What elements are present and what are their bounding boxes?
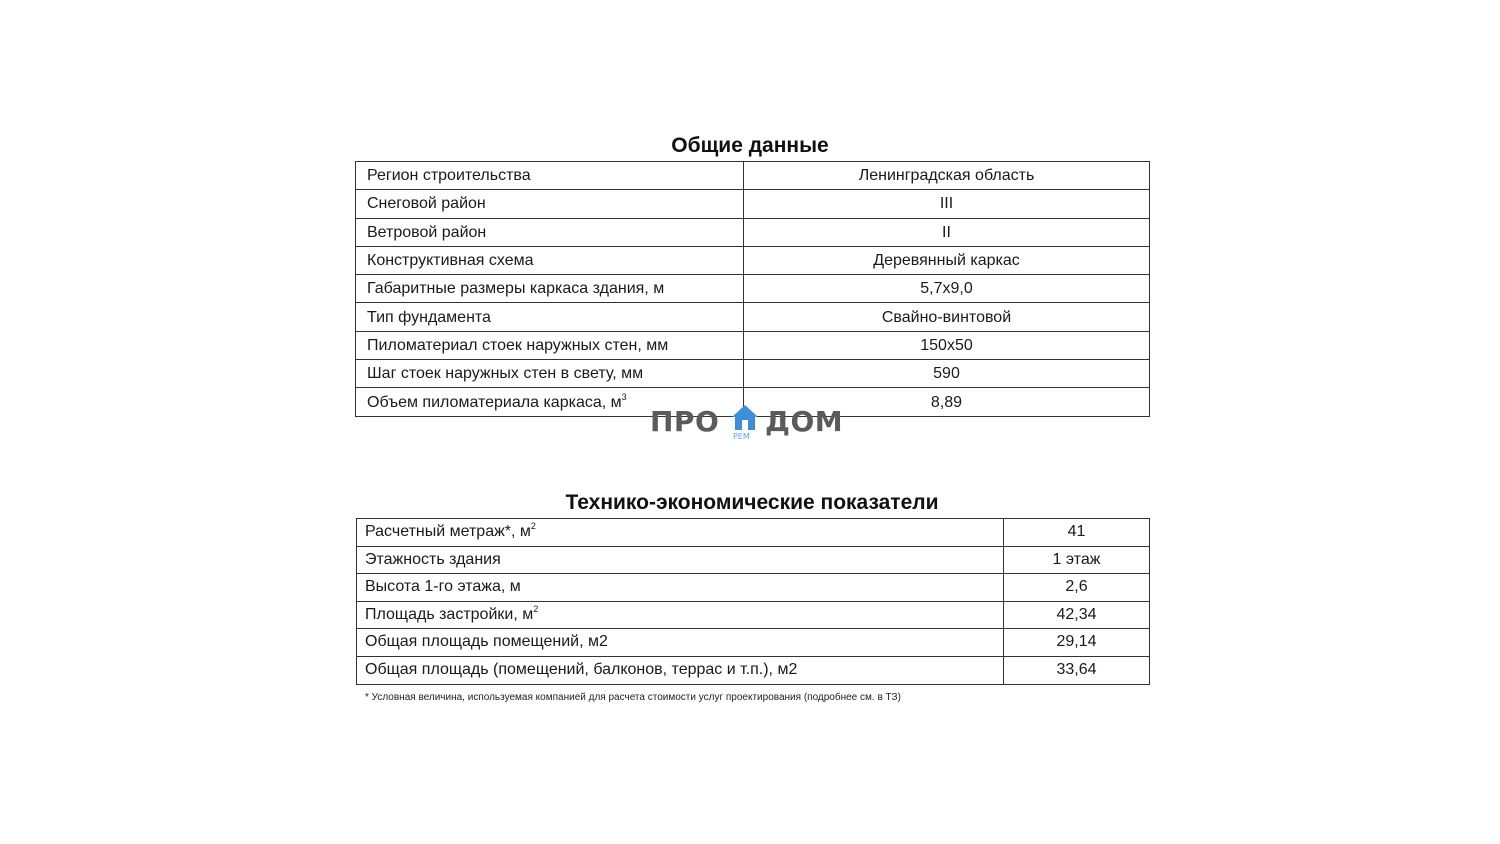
table-row [357,574,1150,602]
table-row [357,546,1150,574]
table-row [356,246,1150,274]
row-label: Габаритные размеры каркаса здания, м [356,275,744,303]
tech-indicators-table [356,518,1150,685]
row-label-text: Объем пиломатериала каркаса, м [367,393,622,411]
row-label: Снеговой район [356,190,744,218]
row-label: Регион строительства [356,162,744,190]
row-label: Пиломатериал стоек наружных стен, мм [356,331,744,359]
row-label-text: Расчетный метраж*, м [365,523,531,540]
table-row [356,303,1150,331]
table-row [357,656,1150,684]
row-label: Тип фундамента [356,303,744,331]
row-label: Шаг стоек наружных стен в свету, мм [356,360,744,388]
table-row [357,519,1150,547]
row-value: III [744,190,1150,218]
row-value: 2,6 [1004,574,1150,602]
pro-dom-watermark [650,404,850,444]
table-row [357,629,1150,657]
table-row [356,360,1150,388]
table-row [356,162,1150,190]
tech-indicators-title: Технико-экономические показатели [565,491,939,514]
unit-superscript: 2 [533,603,539,614]
footnote: * Условная величина, используемая компанией для расчета стоимости услуг проектирования (подробнее см. в ТЗ) [365,692,901,703]
table-row [356,190,1150,218]
row-value: II [744,218,1150,246]
row-label: Этажность здания [357,546,1004,574]
row-label [357,601,1004,629]
table-row [357,601,1150,629]
unit-superscript: 3 [621,391,627,402]
unit-superscript: 2 [530,521,536,531]
row-value: 33,64 [1004,656,1150,684]
row-label: Высота 1-го этажа, м [357,574,1004,602]
table-row [356,218,1150,246]
house-icon [731,404,759,432]
row-value: 590 [744,360,1150,388]
row-value: Деревянный каркас [744,246,1150,274]
row-value: 42,34 [1004,601,1150,629]
row-label: Общая площадь помещений, м2 [357,629,1004,657]
row-value: Свайно-винтовой [744,303,1150,331]
watermark-left-text: ПРО [650,405,720,438]
row-value: 5,7x9,0 [744,275,1150,303]
row-value: 150x50 [744,331,1150,359]
watermark-sub-text: РЕМ [733,432,750,441]
row-value: 8,89 [744,388,1150,416]
row-label [357,519,1004,547]
row-label: Ветровой район [356,218,744,246]
row-label: Общая площадь (помещений, балконов, террас и т.п.), м2 [357,656,1004,684]
table-row [356,275,1150,303]
row-label: Конструктивная схема [356,246,744,274]
row-value: 1 этаж [1004,546,1150,574]
row-label-text: Площадь застройки, м [365,605,534,623]
general-data-table [355,161,1150,417]
table-row [356,331,1150,359]
row-value: 29,14 [1004,629,1150,657]
row-value: 41 [1004,519,1150,547]
general-data-title: Общие данные [671,134,829,157]
row-value: Ленинградская область [744,162,1150,190]
watermark-right-text: ДОМ [765,405,844,438]
